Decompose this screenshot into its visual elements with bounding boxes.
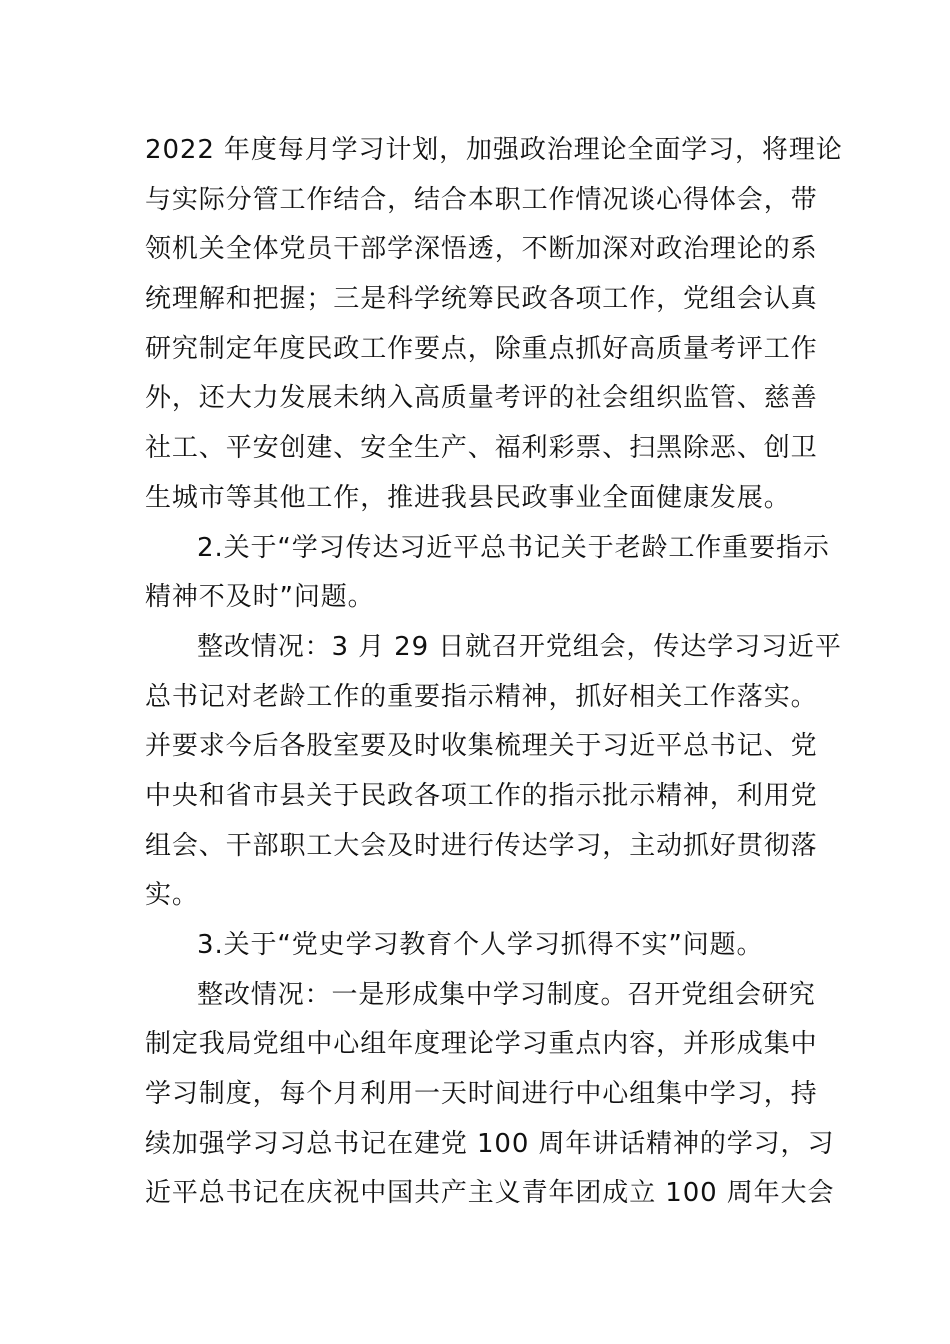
text-line: 并要求今后各股室要及时收集梳理关于习近平总书记、党 bbox=[145, 731, 818, 762]
rectification-paragraph-start: 整改情况：一是形成集中学习制度。召开党组会研究 bbox=[197, 979, 816, 1010]
text-line: 学习制度，每个月利用一天时间进行中心组集中学习，持 bbox=[145, 1079, 818, 1110]
text-line: 中央和省市县关于民政各项工作的指示批示精神，利用党 bbox=[145, 780, 818, 811]
text-line: 续加强学习习总书记在建党 100 周年讲话精神的学习，习 bbox=[145, 1128, 835, 1159]
section-heading-2: 2.关于“学习传达习近平总书记关于老龄工作重要指示 bbox=[197, 532, 830, 563]
text-line: 组会、干部职工大会及时进行传达学习，主动抓好贯彻落 bbox=[145, 830, 818, 861]
text-line: 生城市等其他工作，推进我县民政事业全面健康发展。 bbox=[145, 482, 791, 513]
section-heading-3: 3.关于“党史学习教育个人学习抓得不实”问题。 bbox=[197, 930, 764, 960]
rectification-paragraph-start: 整改情况：3 月 29 日就召开党组会，传达学习习近平 bbox=[197, 631, 842, 662]
text-line: 与实际分管工作结合，结合本职工作情况谈心得体会，带 bbox=[145, 184, 818, 215]
body-text bbox=[145, 126, 843, 1219]
text-line: 总书记对老龄工作的重要指示精神，抓好相关工作落实。 bbox=[145, 681, 818, 712]
text-line: 实。 bbox=[145, 880, 199, 911]
text-line: 2022 年度每月学习计划，加强政治理论全面学习，将理论 bbox=[145, 135, 843, 165]
text-line: 近平总书记在庆祝中国共产主义青年团成立 100 周年大会 bbox=[145, 1178, 835, 1209]
text-line: 研究制定年度民政工作要点，除重点抓好高质量考评工作 bbox=[145, 333, 818, 364]
text-line: 制定我局党组中心组年度理论学习重点内容，并形成集中 bbox=[145, 1029, 818, 1060]
text-line: 精神不及时”问题。 bbox=[145, 582, 375, 613]
text-line: 社工、平安创建、安全生产、福利彩票、扫黑除恶、创卫 bbox=[145, 433, 818, 464]
text-line: 统理解和把握；三是科学统筹民政各项工作，党组会认真 bbox=[145, 284, 818, 315]
text-line: 外，还大力发展未纳入高质量考评的社会组织监管、慈善 bbox=[145, 383, 818, 414]
text-line: 领机关全体党员干部学深悟透，不断加深对政治理论的系 bbox=[145, 234, 818, 265]
